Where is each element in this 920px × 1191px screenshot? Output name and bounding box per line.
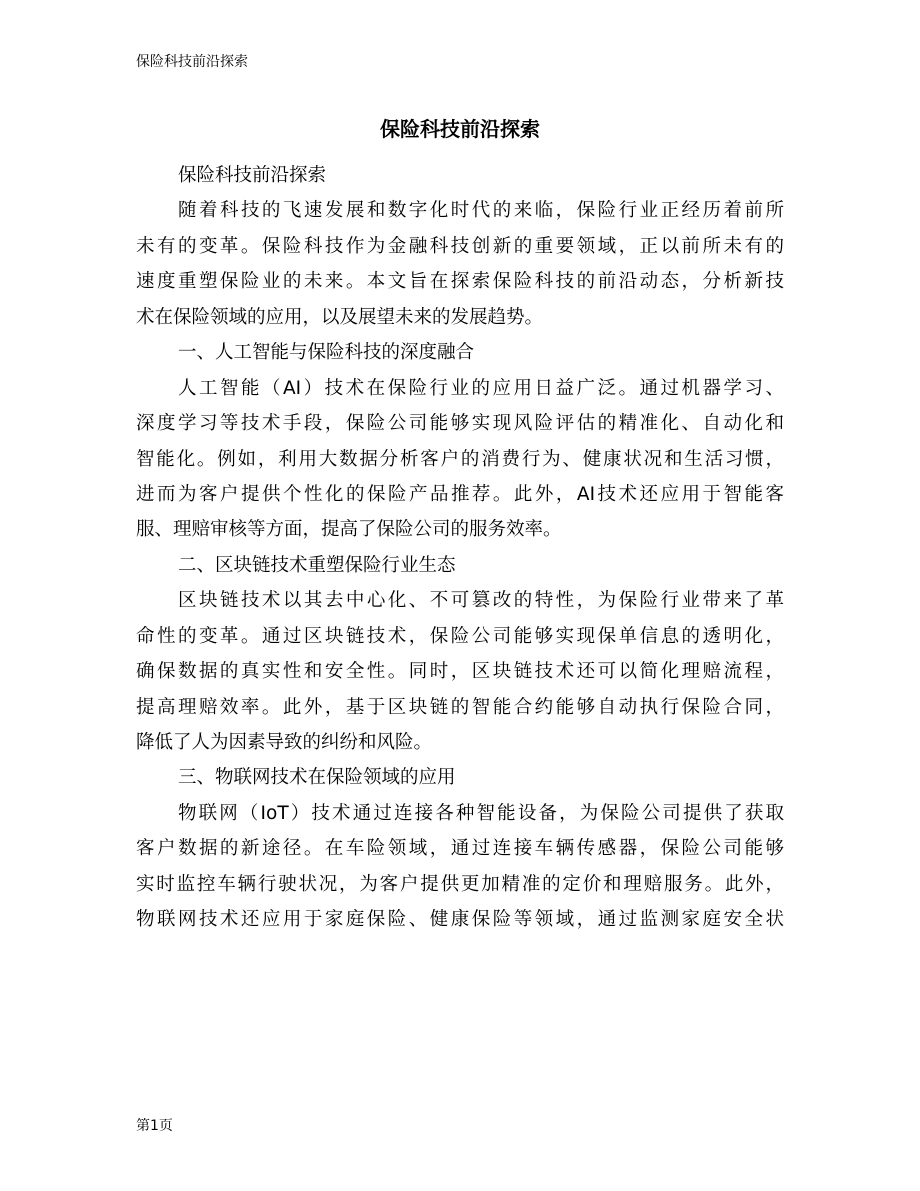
- paragraph-line: 物联网（IoT）技术通过连接各种智能设备，为保险公司提供了获取: [178, 802, 784, 824]
- paragraph-line: 智能化。例如，利用大数据分析客户的消费行为、健康状况和生活习惯，: [136, 448, 784, 470]
- document-title: 保险科技前沿探索: [380, 117, 540, 141]
- section-heading: 三、物联网技术在保险领域的应用: [178, 767, 456, 789]
- section-heading: 二、区块链技术重塑保险行业生态: [178, 554, 456, 576]
- page-number: 第1页: [136, 1118, 173, 1134]
- section-heading: 一、人工智能与保险科技的深度融合: [178, 342, 475, 364]
- paragraph-line: 深度学习等技术手段，保险公司能够实现风险评估的精准化、自动化和: [136, 413, 784, 435]
- running-header: 保险科技前沿探索: [136, 54, 248, 70]
- paragraph-line: 区块链技术以其去中心化、不可篡改的特性，为保险行业带来了革: [178, 590, 784, 612]
- paragraph-line: 随着科技的飞速发展和数字化时代的来临，保险行业正经历着前所: [178, 200, 784, 222]
- paragraph-line: 人工智能（AI）技术在保险行业的应用日益广泛。通过机器学习、: [178, 377, 784, 399]
- paragraph-line: 实时监控车辆行驶状况，为客户提供更加精准的定价和理赔服务。此外，: [136, 873, 784, 895]
- paragraph-line: 提高理赔效率。此外，基于区块链的智能合约能够自动执行保险合同，: [136, 696, 784, 718]
- paragraph-line: 确保数据的真实性和安全性。同时，区块链技术还可以简化理赔流程，: [136, 661, 784, 683]
- document-body: [136, 158, 784, 938]
- subtitle-line: 保险科技前沿探索: [178, 165, 327, 186]
- paragraph-line: 客户数据的新途径。在车险领域，通过连接车辆传感器，保险公司能够: [136, 838, 784, 860]
- paragraph-line: 命性的变革。通过区块链技术，保险公司能够实现保单信息的透明化，: [136, 625, 784, 647]
- paragraph-line: 速度重塑保险业的未来。本文旨在探索保险科技的前沿动态，分析新技: [136, 271, 784, 293]
- paragraph-line: 降低了人为因素导致的纠纷和风险。: [136, 732, 433, 753]
- paragraph-line: 服、理赔审核等方面，提高了保险公司的服务效率。: [136, 519, 562, 541]
- paragraph-line: 物联网技术还应用于家庭保险、健康保险等领域，通过监测家庭安全状: [136, 909, 784, 931]
- paragraph-line: 进而为客户提供个性化的保险产品推荐。此外，AI技术还应用于智能客: [136, 483, 784, 505]
- paragraph-line: 未有的变革。保险科技作为金融科技创新的重要领域，正以前所未有的: [136, 235, 784, 257]
- paragraph-line: 术在保险领域的应用，以及展望未来的发展趋势。: [136, 306, 544, 328]
